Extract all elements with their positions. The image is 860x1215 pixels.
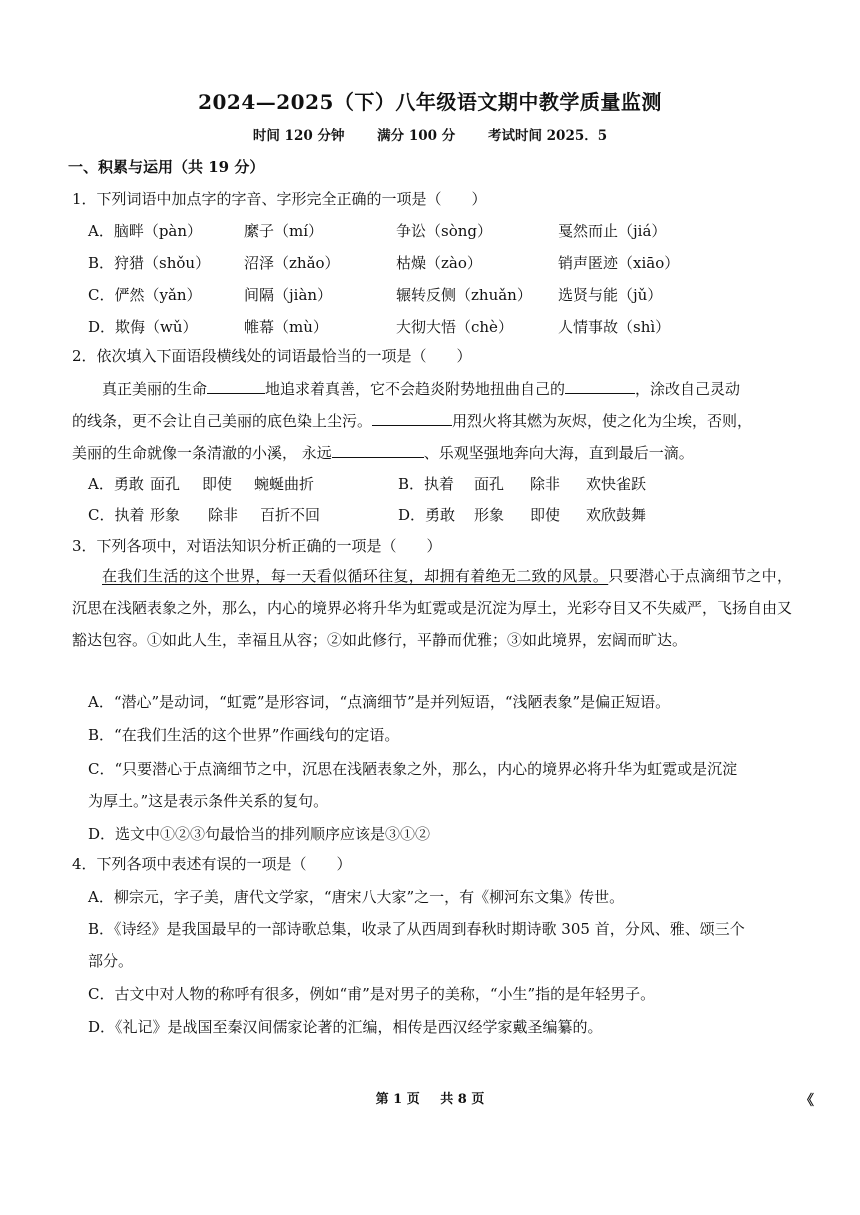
question-4-option-d: D．《礼记》是战国至秦汉间儒家论著的汇编，相传是西汉经学家戴圣编纂的。 xyxy=(88,1018,603,1036)
question-4-stem: 4．下列各项中表述有误的一项是（ ） xyxy=(72,855,352,873)
question-3-option-b: B．“在我们生活的这个世界”作画线句的定语。 xyxy=(88,726,400,744)
passage-text: 美丽的生命就像一条清澈的小溪， 永远 xyxy=(72,444,332,462)
blank-1 xyxy=(207,379,265,394)
exam-date: 考试时间 2025．5 xyxy=(487,128,608,144)
question-3-stem: 3．下列各项中，对语法知识分析正确的一项是（ ） xyxy=(72,537,442,555)
passage-text: 、乐观坚强地奔向大海，直到最后一滴。 xyxy=(423,444,694,462)
question-1-option-word: 人情事故（shì） xyxy=(558,318,671,336)
option-word: A．勇敢 xyxy=(88,475,144,493)
option-word: 蜿蜒曲折 xyxy=(254,475,315,493)
question-2-passage-line1 xyxy=(102,378,740,399)
passage-text: 的线条，更不会让自己美丽的底色染上尘污。 xyxy=(72,412,373,430)
section-heading: 一、积累与运用（共 19 分） xyxy=(68,158,265,176)
question-2-stem: 2．依次填入下面语段横线处的词语最恰当的一项是（ ） xyxy=(72,347,472,365)
underlined-sentence: 在我们生活的这个世界，每一天看似循环往复，却拥有着绝无二致的风景。 xyxy=(102,567,609,585)
blank-2 xyxy=(565,379,635,394)
option-word: 欢欣鼓舞 xyxy=(586,506,647,524)
question-2-option-c xyxy=(88,504,320,525)
exam-full-score: 满分 100 分 xyxy=(377,128,456,144)
option-word: 面孔 xyxy=(150,475,181,493)
question-3-option-c-line2: 为厚土。”这是表示条件关系的复句。 xyxy=(88,792,329,810)
question-2-option-b xyxy=(398,473,646,494)
question-1-option-word: B．狩猎（shǒu） xyxy=(88,254,211,272)
question-1-option-word: 选贤与能（jǔ） xyxy=(558,286,663,304)
question-4-option-b-line2: 部分。 xyxy=(88,952,134,970)
page-footer xyxy=(0,1088,860,1107)
question-1-option-word: D．欺侮（wǔ） xyxy=(88,318,198,336)
question-2-option-a xyxy=(88,473,314,494)
question-1-option-word: 縻子（mí） xyxy=(244,222,324,240)
question-1-option-word: 帷幕（mù） xyxy=(244,318,328,336)
option-word: 即使 xyxy=(530,506,561,524)
question-1-stem: 1．下列词语中加点字的字音、字形完全正确的一项是（ ） xyxy=(72,190,487,208)
question-3-passage xyxy=(72,560,792,656)
question-1-option-word: 销声匿迹（xiāo） xyxy=(558,254,680,272)
question-4-option-c: C．古文中对人物的称呼有很多，例如“甫”是对男子的美称，“小生”指的是年轻男子。 xyxy=(88,985,656,1003)
question-1-option-word: 争讼（sòng） xyxy=(396,222,492,240)
option-word: 百折不回 xyxy=(260,506,321,524)
passage-text: ，涂改自己灵动 xyxy=(635,380,741,398)
question-1-option-word: 间隔（jiàn） xyxy=(244,286,333,304)
option-word: D．勇敢 xyxy=(398,506,456,524)
passage-text: 用烈火将其燃为灰烬，使之化为尘埃，否则， xyxy=(452,412,753,430)
page-number: 第 1 页 xyxy=(375,1092,420,1107)
blank-4 xyxy=(332,443,424,458)
question-3-option-a: A．“潜心”是动词，“虹霓”是形容词，“点滴细节”是并列短语，“浅陋表象”是偏正短语。 xyxy=(88,693,671,711)
passage-text: 真正美丽的生命 xyxy=(102,380,208,398)
option-word: 除非 xyxy=(530,475,561,493)
option-word: 欢快雀跃 xyxy=(586,475,647,493)
question-1-option-word: 沼泽（zhǎo） xyxy=(244,254,340,272)
option-word: 形象 xyxy=(150,506,181,524)
question-3-option-c-line1: C．“只要潜心于点滴细节之中，沉思在浅陋表象之外，那么，内心的境界必将升华为虹霓或是沉淀 xyxy=(88,760,738,778)
margin-mark: 《 xyxy=(800,1093,814,1109)
question-1-option-word: C．俨然（yǎn） xyxy=(88,286,202,304)
question-2-passage-line3 xyxy=(72,442,694,463)
question-2-passage-line2 xyxy=(72,410,752,431)
question-2-option-d xyxy=(398,504,646,525)
question-4-option-b-line1: B．《诗经》是我国最早的一部诗歌总集，收录了从西周到春秋时期诗歌 305 首，分风、雅、颂三个 xyxy=(88,920,745,938)
option-word: C．执着 xyxy=(88,506,145,524)
question-1-option-word: 辗转反侧（zhuǎn） xyxy=(396,286,532,304)
question-3-option-d: D．选文中①②③句最恰当的排列顺序应该是③①② xyxy=(88,825,431,843)
question-4-option-a: A．柳宗元，字子美，唐代文学家，“唐宋八大家”之一，有《柳河东文集》传世。 xyxy=(88,888,625,906)
question-1-option-word: 枯燥（zào） xyxy=(396,254,482,272)
exam-title: 2024—2025（下）八年级语文期中教学质量监测 xyxy=(198,90,662,114)
exam-duration: 时间 120 分钟 xyxy=(252,128,345,144)
question-1-option-word: 大彻大悟（chè） xyxy=(396,318,513,336)
blank-3 xyxy=(372,411,452,426)
option-word: 形象 xyxy=(474,506,505,524)
page-total: 共 8 页 xyxy=(440,1092,485,1107)
option-word: 即使 xyxy=(202,475,233,493)
option-word: B．执着 xyxy=(398,475,455,493)
question-1-option-word: A．脑畔（pàn） xyxy=(88,222,203,240)
passage-text: 地追求着真善，它不会趋炎附势地扭曲自己的 xyxy=(265,380,566,398)
option-word: 除非 xyxy=(208,506,239,524)
question-1-option-word: 戛然而止（jiá） xyxy=(558,222,667,240)
passage-text: 只要潜心于点滴细节之中，沉思在浅陋表象之外，那么，内心的境界必将升华为虹霓或是沉淀为厚土，光彩夺目又不失威严，飞扬自由又豁达包容。①如此人生，幸福且从容；②如此修行，平静而优雅；③如此境界，宏阔而旷达。 xyxy=(72,567,793,649)
option-word: 面孔 xyxy=(474,475,505,493)
exam-info xyxy=(0,124,860,144)
